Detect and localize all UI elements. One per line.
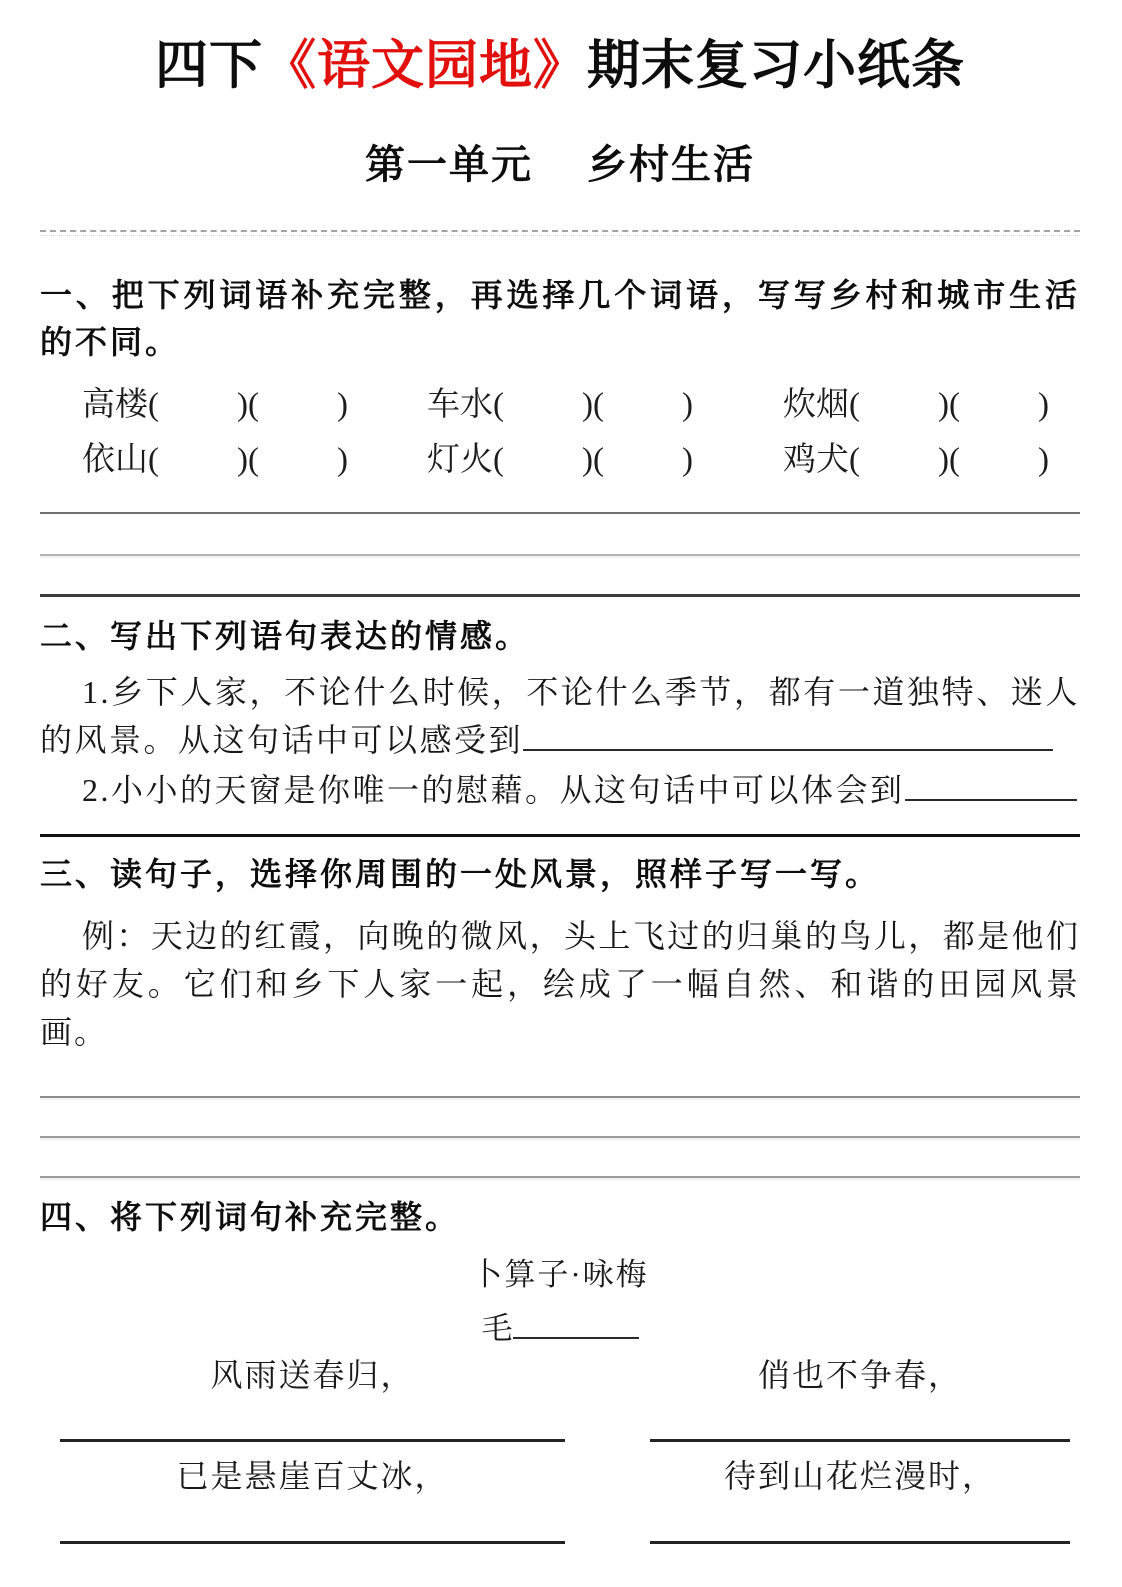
word-fill-group xyxy=(427,378,783,425)
poem-line-1-right: 俏也不争春， xyxy=(757,1356,962,1393)
answer-blank-underline xyxy=(905,771,1077,801)
word-fill-group xyxy=(82,433,427,480)
poem-line-2-right: 待到山花烂漫时， xyxy=(723,1457,996,1494)
poem-line-2-left: 已是悬崖百丈冰， xyxy=(176,1457,449,1494)
poem-answer-line xyxy=(650,1439,1070,1442)
title-prefix: 四下 xyxy=(155,37,263,95)
paren-close: ) xyxy=(336,386,348,423)
paren-close: ) xyxy=(1037,386,1049,423)
poem-author-line xyxy=(40,1303,1080,1345)
paren-open: ( xyxy=(148,386,159,423)
poem-answer-line xyxy=(60,1541,565,1544)
paren-open: ( xyxy=(493,441,504,478)
answer-line xyxy=(40,554,1080,556)
poem-answer-line xyxy=(60,1439,565,1442)
paren-mid: )( xyxy=(237,386,259,423)
word-fill-group xyxy=(427,433,783,480)
poem-title: 卜算子·咏梅 xyxy=(471,1256,649,1292)
word-fill-rows xyxy=(40,374,1080,484)
poem-line-1-left: 风雨送春归， xyxy=(210,1356,415,1393)
poem-answer-line xyxy=(650,1541,1070,1544)
poem-author-prefix: 毛 xyxy=(481,1310,513,1346)
word-label: 炊烟 xyxy=(783,386,849,423)
section-1-heading: 一、把下列词语补充完整，再选择几个词语，写写乡村和城市生活的不同。 xyxy=(40,276,1080,360)
answer-line xyxy=(40,512,1080,514)
word-fill-row-2 xyxy=(40,429,1080,484)
paren-open: ( xyxy=(493,386,504,423)
answer-line xyxy=(40,1176,1080,1178)
paren-mid: )( xyxy=(237,441,259,478)
question-2-text: 2.小小的天窗是你唯一的慰藉。从这句话中可以体会到 xyxy=(82,771,905,808)
paren-open: ( xyxy=(849,441,860,478)
answer-line xyxy=(40,594,1080,597)
example-paragraph: 例：天边的红霞，向晚的微风，头上飞过的归巢的鸟儿，都是他们的好友。它们和乡下人家一起，绘成了一幅自然、和谐的田园风景画。 xyxy=(40,917,1080,1050)
author-blank-underline xyxy=(513,1309,639,1339)
section-2-heading: 二、写出下列语句表达的情感。 xyxy=(40,617,531,654)
answer-blank-underline xyxy=(523,721,1053,751)
title-book-name: 《语文园地》 xyxy=(263,37,587,95)
answer-line xyxy=(40,1136,1080,1138)
word-label: 高楼 xyxy=(82,386,148,423)
section-4-heading: 四、将下列词句补充完整。 xyxy=(40,1198,461,1235)
paren-mid: )( xyxy=(582,441,604,478)
word-fill-group xyxy=(783,433,1080,480)
question-2 xyxy=(40,766,1080,814)
word-fill-group xyxy=(783,378,1080,425)
title-suffix: 期末复习小纸条 xyxy=(587,37,965,95)
section-divider xyxy=(40,834,1080,837)
poem-grid xyxy=(40,1355,1080,1544)
paren-mid: )( xyxy=(938,386,960,423)
answer-line xyxy=(40,1096,1080,1098)
dotted-separator xyxy=(40,230,1080,236)
paren-close: ) xyxy=(681,386,693,423)
word-label: 依山 xyxy=(82,441,148,478)
unit-subtitle: 第一单元 乡村生活 xyxy=(365,141,755,187)
page-title xyxy=(40,34,1080,99)
word-label: 车水 xyxy=(427,386,493,423)
word-fill-row-1 xyxy=(40,374,1080,429)
section-3-heading: 三、读句子，选择你周围的一处风景，照样子写一写。 xyxy=(40,855,881,892)
question-1 xyxy=(40,668,1080,764)
paren-open: ( xyxy=(849,386,860,423)
paren-open: ( xyxy=(148,441,159,478)
word-label: 鸡犬 xyxy=(783,441,849,478)
paren-close: ) xyxy=(1037,441,1049,478)
question-1-text: 1.乡下人家，不论什么时候，不论什么季节，都有一道独特、迷人的风景。从这句话中可以感受到 xyxy=(40,673,1080,758)
paren-close: ) xyxy=(336,441,348,478)
paren-mid: )( xyxy=(938,441,960,478)
paren-mid: )( xyxy=(582,386,604,423)
poem-right-column xyxy=(650,1355,1070,1544)
paren-close: ) xyxy=(681,441,693,478)
word-label: 灯火 xyxy=(427,441,493,478)
word-fill-group xyxy=(82,378,427,425)
poem-left-column xyxy=(60,1355,565,1544)
